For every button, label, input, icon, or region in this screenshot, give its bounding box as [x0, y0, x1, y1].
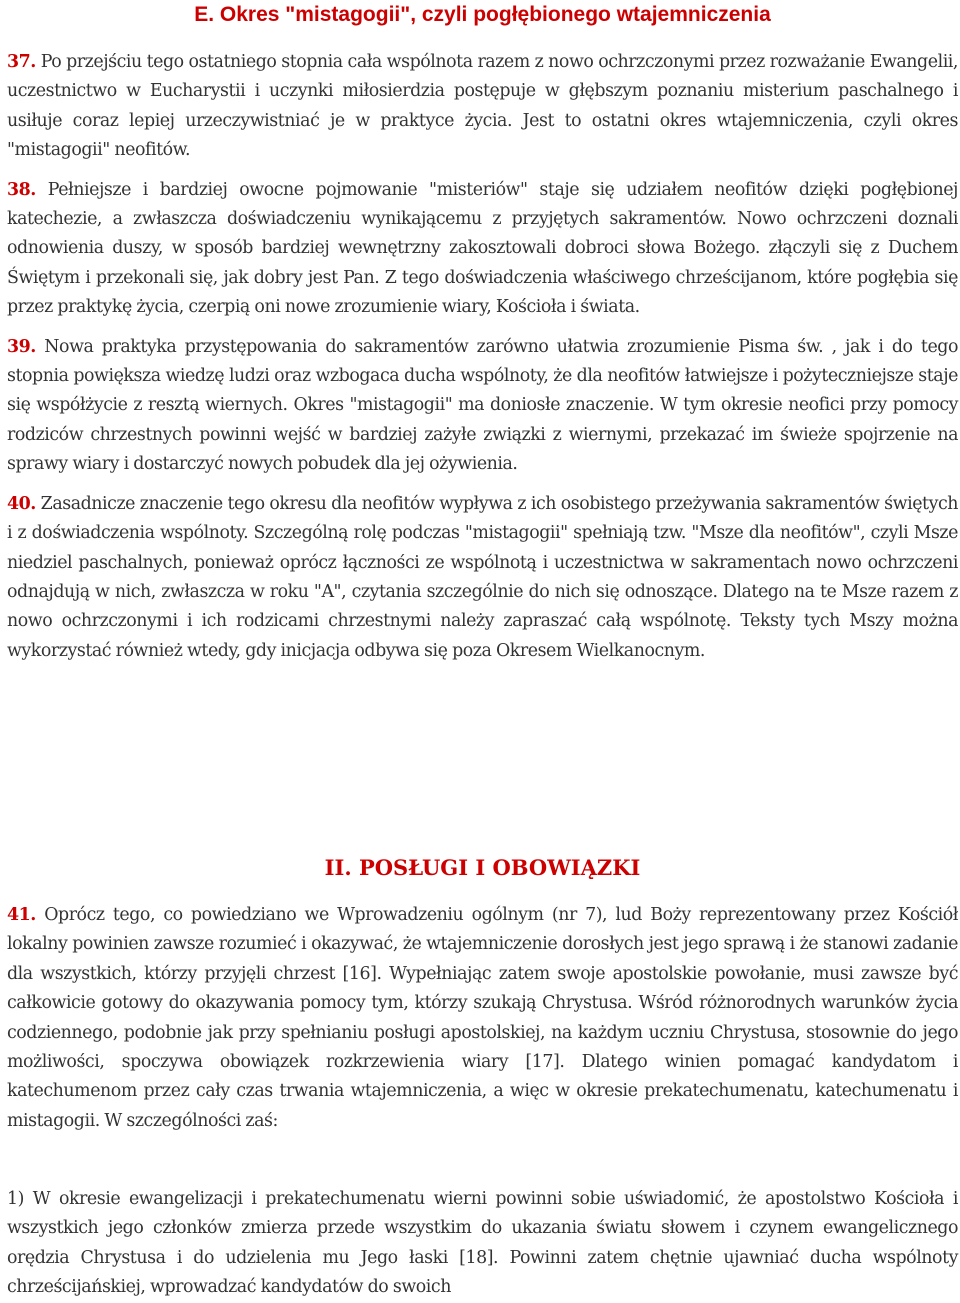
paragraph-text: Pełniejsze i bardziej owocne pojmowanie "misteriów" staje się udziałem neofitów dzięki pogłębionej katechezie, a zwłaszcza doświadczeniu wynikającemu z przyjętych sakramentów. Nowo ochrzczeni doznali odnowienia duszy, w sposób bardziej wewnętrzny zakosztowali dobroci słowa Bożego. złączyli się z Duchem Świętym i przekonali się, jak dobry jest Pan. Z tego doświadczenia właściwego chrześcijanom, które pogłębia się przez praktykę życia, czerpią oni nowe zrozumienie wiary, Kościoła i świata. — [7, 179, 958, 318]
paragraph-number: 39. — [7, 336, 36, 357]
paragraph-text: Oprócz tego, co powiedziano we Wprowadzeniu ogólnym (nr 7), lud Boży reprezentowany przez Kościół lokalny powinien zawsze rozumieć i okazywać, że wtajemniczenie dorosłych jest jego sprawą i że stanowi zadanie dla wszystkich, którzy przyjęli chrzest [16]. Wypełniając zatem swoje apostolskie powołanie, musi zawsze być całkowicie gotowy do okazywania pomocy tym, którzy szukają Chrystusa. Wśród różnorodnych warunków życia codziennego, podobnie jak przy spełnianiu posługi apostolskiej, na każdym uczniu Chrystusa, stosownie do jego możliwości, spoczywa obowiązek rozkrzewienia wiary [17]. Dlatego winien pomagać kandydatom i katechumenom przez cały czas trwania wtajemniczenia, a więc w okresie prekatechumenatu, katechumenatu i mistagogii. W szczególności zaś: — [7, 905, 958, 1131]
document-page — [7, 0, 958, 1298]
paragraph-38 — [7, 176, 958, 323]
paragraph-37 — [7, 48, 958, 166]
list-item-1: 1) W okresie ewangelizacji i prekatechumenatu wierni powinni sobie uświadomić, że apostolstwo Kościoła i wszystkich jego członków zmierza przede wszystkim do ukazania światu słowem i czynem ewangelicznego orędzia Chrystusa i do udzielenia mu Jego łaski [18]. Powinni zatem chętnie ujawniać ducha wspólnoty chrześcijańskiej, wprowadzać kandydatów do swoich — [7, 1189, 958, 1298]
paragraph-text: Po przejściu tego ostatniego stopnia cała wspólnota razem z nowo ochrzczonymi przez rozważanie Ewangelii, uczestnictwo w Eucharystii i uczynki miłosierdzia postępuje w głębszym poznaniu misterium paschalnego i usiłuje coraz lepiej urzeczywistniać je w praktyce życia. Jest to ostatni okres wtajemniczenia, czyli okres "mistagogii" neofitów. — [7, 52, 958, 161]
paragraph-number: 37. — [7, 52, 36, 72]
paragraph-39 — [7, 333, 958, 480]
paragraph-40 — [7, 490, 958, 666]
paragraph-text: Nowa praktyka przystępowania do sakramentów zarówno ułatwia zrozumienie Pisma św. , jak i do tego stopnia powiększa wiedzę ludzi oraz wzbogaca ducha wspólnoty, że dla neofitów łatwiejsze i pożyteczniejsze staje się współżycie z resztą wiernych. Okres "mistagogii" ma doniosłe znaczenie. W tym okresie neofici przy pomocy rodziców chrzestnych powinni wejść w bardziej zażyłe związki z wiernymi, przekazać im świeże spojrzenie na sprawy wiary i dostarczyć nowych pobudek dla jej ożywienia. — [7, 336, 958, 475]
paragraph-41 — [7, 901, 958, 1136]
section-title: II. POSŁUGI I OBOWIĄZKI — [324, 855, 641, 880]
paragraph-number: 41. — [7, 905, 36, 925]
section-heading: E. Okres "mistagogii", czyli pogłębionego wtajemniczenia — [194, 3, 771, 26]
paragraph-number: 38. — [7, 179, 36, 200]
paragraph-text: Zasadnicze znaczenie tego okresu dla neofitów wypływa z ich osobistego przeżywania sakramentów świętych i z doświadczenia wspólnoty. Szczególną rolę podczas "mistagogii" spełniają tzw. "Msze dla neofitów", czyli Msze niedziel paschalnych, ponieważ oprócz łączności ze wspólnotą i uczestnictwa w sakramentach nowo ochrzczeni odnajdują w nich, zwłaszcza w roku "A", czytania szczególnie do nich się odnoszące. Dlatego na te Msze razem z nowo ochrzczonymi i ich rodzicami chrzestnymi należy zapraszać całą wspólnotę. Teksty tych Mszy można wykorzystać również wtedy, gdy inicjacja odbywa się poza Okresem Wielkanocnym. — [7, 493, 958, 661]
paragraph-number: 40. — [7, 493, 36, 514]
